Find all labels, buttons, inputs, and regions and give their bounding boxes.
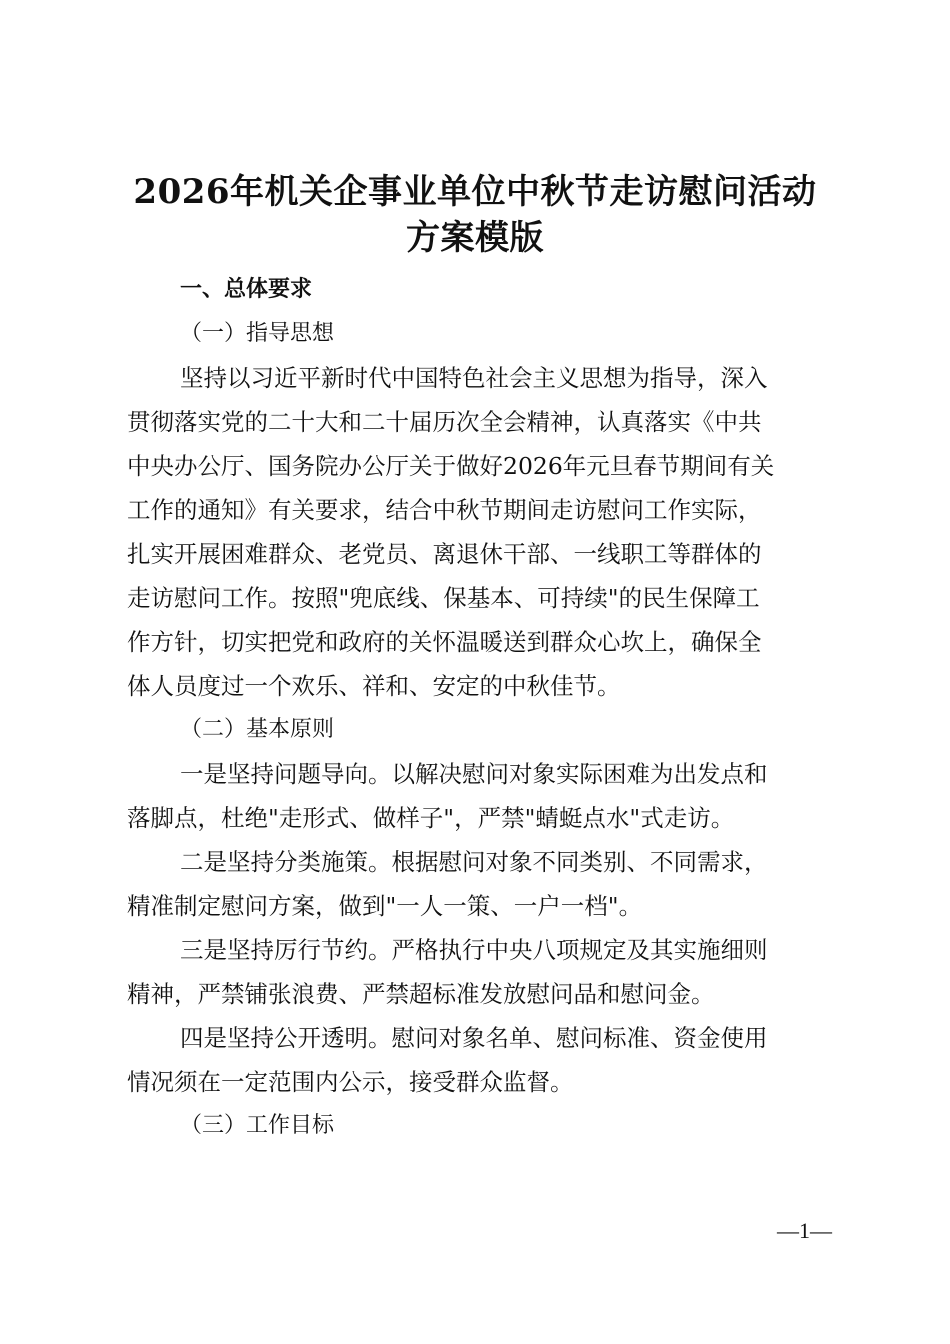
paragraph-line: 情况须在一定范围内公示，接受群众监督。 [127,1068,574,1096]
subsection-heading: （三）工作目标 [180,1113,335,1138]
paragraph-line: 扎实开展困难群众、老党员、离退休干部、一线职工等群体的 [127,540,762,568]
paragraph-line: 三是坚持厉行节约。严格执行中央八项规定及其实施细则 [180,936,768,964]
section-heading: 一、总体要求 [180,277,313,302]
document-body [127,268,827,1148]
document-title-line2: 方案模版 [406,218,544,258]
paragraph-line: 精神，严禁铺张浪费、严禁超标准发放慰问品和慰问金。 [127,980,715,1008]
paragraph-line: 二是坚持分类施策。根据慰问对象不同类别、不同需求， [180,848,768,876]
paragraph-line: 坚持以习近平新时代中国特色社会主义思想为指导，深入 [180,364,768,392]
paragraph-line: 工作的通知》有关要求，结合中秋节期间走访慰问工作实际， [127,496,762,524]
paragraph-line: 落脚点，杜绝"走形式、做样子"，严禁"蜻蜓点水"式走访。 [127,804,735,832]
paragraph-line: 作方针，切实把党和政府的关怀温暖送到群众心坎上，确保全 [127,628,762,656]
subsection-heading: （一）指导思想 [180,321,335,346]
paragraph-line: 精准制定慰问方案，做到"一人一策、一户一档"。 [127,892,643,920]
paragraph-line: 贯彻落实党的二十大和二十届历次全会精神，认真落实《中共 [127,408,762,436]
paragraph-line: 体人员度过一个欢乐、祥和、安定的中秋佳节。 [127,672,621,700]
paragraph-line: 一是坚持问题导向。以解决慰问对象实际困难为出发点和 [180,760,768,788]
subsection-heading: （二）基本原则 [180,717,335,742]
paragraph-line: 走访慰问工作。按照"兜底线、保基本、可持续"的民生保障工 [127,584,760,612]
document-title-line1: 2026年机关企事业单位中秋节走访慰问活动 [133,172,817,212]
paragraph-line: 四是坚持公开透明。慰问对象名单、慰问标准、资金使用 [180,1024,768,1052]
paragraph-line: 中央办公厅、国务院办公厅关于做好2026年元旦春节期间有关 [127,452,775,480]
page-number: —1— [777,1218,832,1243]
